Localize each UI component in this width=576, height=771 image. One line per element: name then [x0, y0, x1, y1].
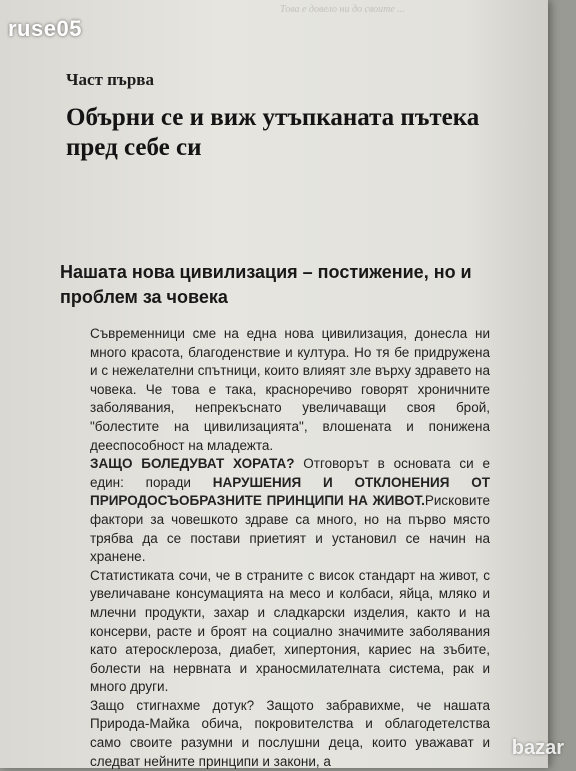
section-title: Нашата нова цивилизация – постижение, но и проблем за човека — [60, 262, 472, 307]
paragraph-2-text-a: Отговорът в основата си е един: поради — [90, 456, 490, 490]
bleed-through-text: Това е довело ни до своите ... — [280, 4, 405, 15]
paragraph-1: Съвременници сме на една нова цивилизация, донесла ни много красота, благоденствие и култура. Но тя бе придружена и с нежелателни спътници, които влияят зле върху здравето на човека. Че това е така, красноречиво говорят хроничните заболявания, непрекъснато увеличаващи своя брой, "болестите на цивилизацията", влошената и понижена дееспособност на младежта. — [90, 326, 490, 453]
paragraph-2 — [90, 455, 490, 567]
watermark-logo: ruse05 — [8, 16, 82, 41]
watermark-logo-bottom: bazar — [511, 737, 564, 759]
emphasis-text: НАРУШЕНИЯ И ОТКЛОНЕНИЯ ОТ ПРИРОДОСЪОБРАЗНИТЕ ПРИНЦИПИ НА ЖИВОТ. — [90, 474, 490, 509]
body-text — [90, 325, 490, 771]
paragraph-2-text-b: Рисковите фактори за човешкото здраве са много, но на първо място трябва да се постави приетият и установил се начин на хранене. — [90, 493, 490, 565]
paragraph-4: Защо стигнахме дотук? Защото забравихме, че нашата Природа-Майка обича, покровителства и облагодетелства само своите разумни и послушни деца, които уважават и следват нейните принципи и закони, а — [90, 697, 490, 769]
part-title: Обърни се и виж утъпканата пътека пред себе си — [66, 104, 480, 161]
question-heading: ЗАЩО БОЛЕДУВАТ ХОРАТА? — [90, 456, 295, 472]
paragraph-3: Статистиката сочи, че в страните с висок стандарт на живот, с увеличаване консумацията на месо и колбаси, яйца, мляко и млечни продукти, захар и сладкарски изделия, както и на консерви, расте и броят на социално значимите заболявания като атеросклероза, диабет, хипертония, кариес на зъбите, болести на нервната и храносмилателната система, рак и много други. — [90, 567, 490, 695]
part-label: Част първа — [66, 70, 154, 89]
